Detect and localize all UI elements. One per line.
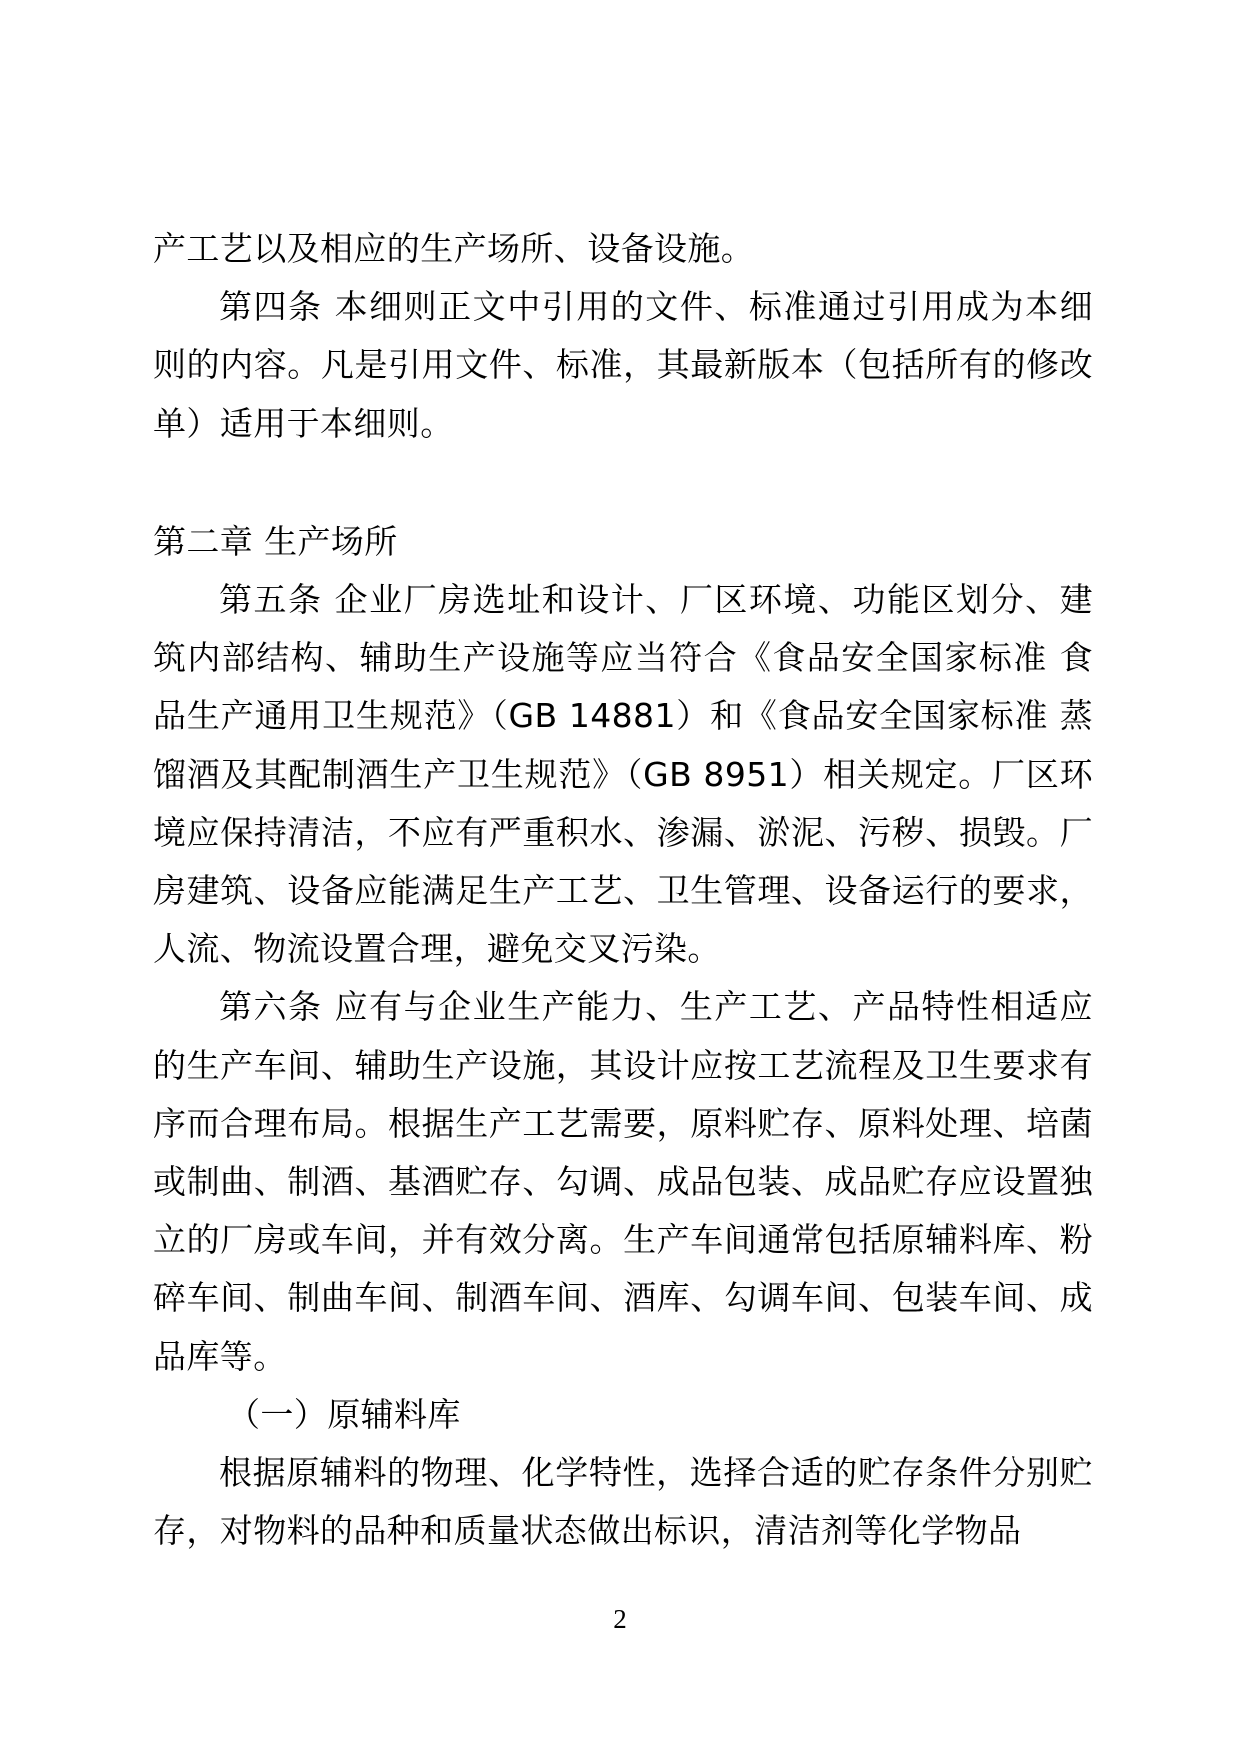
- paragraph-article-6: 第六条 应有与企业生产能力、生产工艺、产品特性相适应的生产车间、辅助生产设施，其设计应按工艺流程及卫生要求有序而合理布局。根据生产工艺需要，原料贮存、原料处理、培菌或制曲、制酒、基酒贮存、勾调、成品包装、成品贮存应设置独立的厂房或车间，并有效分离。生产车间通常包括原辅料库、粉碎车间、制曲车间、制酒车间、酒库、勾调车间、包装车间、成品库等。: [153, 987, 1093, 1376]
- paragraph-article-4: 第四条 本细则正文中引用的文件、标准通过引用成为本细则的内容。凡是引用文件、标准，其最新版本（包括所有的修改单）适用于本细则。: [153, 287, 1093, 443]
- chapter-heading: 第二章 生产场所: [153, 521, 398, 561]
- page-number: 2: [613, 1604, 627, 1634]
- section-heading-raw-materials: （一）原辅料库: [227, 1394, 461, 1434]
- paragraph-article-5: 第五条 企业厂房选址和设计、厂区环境、功能区划分、建筑内部结构、辅助生产设施等应当符合《食品安全国家标准 食品生产通用卫生规范》（GB 14881）和《食品安全国家标准 蒸馏酒及其配制酒生产卫生规范》（GB 8951）相关规定。厂区环境应保持清洁，不应有严重积水、渗漏、淤泥、污秽、损毁。厂房建筑、设备应能满足生产工艺、卫生管理、设备运行的要求，人流、物流设置合理，避免交叉污染。: [153, 580, 1093, 969]
- paragraph-raw-materials: 根据原辅料的物理、化学特性，选择合适的贮存条件分别贮存，对物料的品种和质量状态做出标识，清洁剂等化学物品: [153, 1453, 1093, 1551]
- paragraph-continuation: 产工艺以及相应的生产场所、设备设施。: [153, 229, 755, 268]
- document-body: [153, 220, 1093, 1560]
